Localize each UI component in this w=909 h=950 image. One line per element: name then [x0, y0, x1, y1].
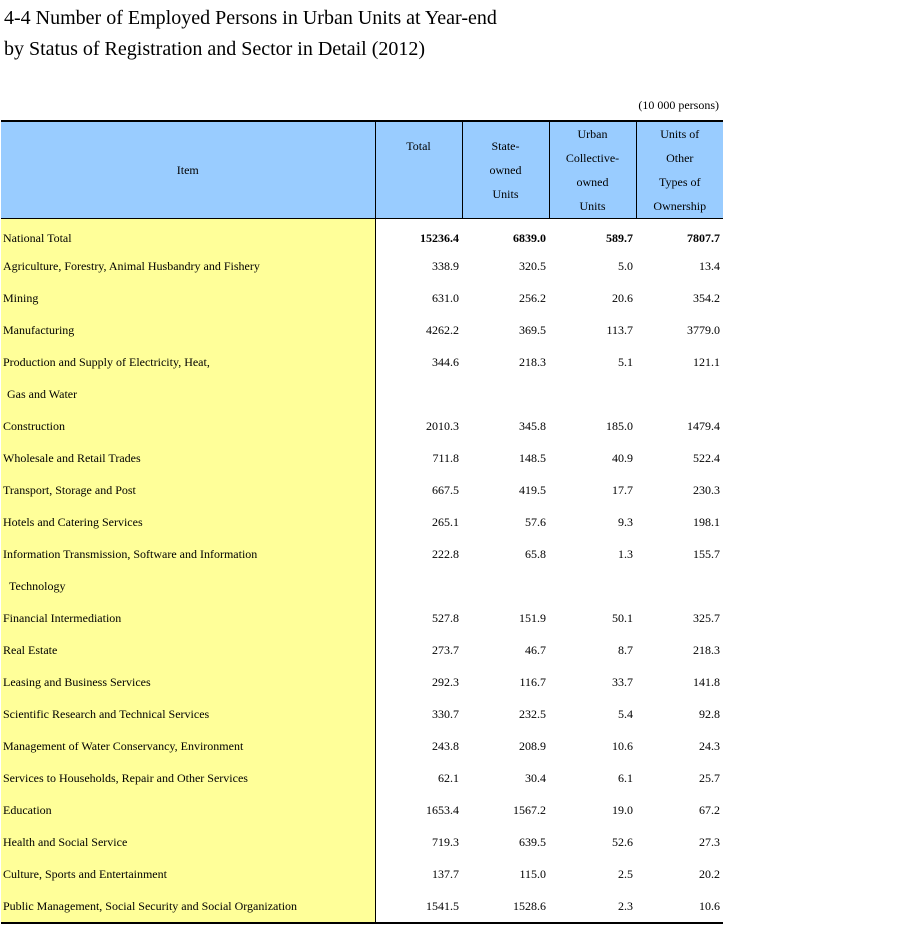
row-item-label: Transport, Storage and Post — [1, 475, 375, 507]
cell-state: 46.7 — [525, 643, 546, 657]
row-item-label: Construction — [1, 411, 375, 443]
table-row — [1, 699, 723, 731]
cell-state: 6839.0 — [513, 231, 546, 246]
row-item-label: Real Estate — [1, 635, 375, 667]
header-state-line: Units — [492, 187, 519, 201]
table-row — [1, 219, 723, 251]
cell-other — [636, 571, 723, 603]
header-other-line: Types of — [659, 175, 701, 189]
row-item-label: Information Transmission, Software and Information — [1, 539, 375, 571]
cell-state — [462, 379, 549, 411]
cell-total: 273.7 — [375, 635, 462, 667]
cell-total: 711.8 — [375, 443, 462, 475]
cell-collective: 8.7 — [618, 643, 633, 657]
cell-collective: 185.0 — [606, 419, 633, 433]
cell-collective: 589.7 — [606, 231, 633, 246]
table-row — [1, 635, 723, 667]
header-total — [375, 121, 462, 219]
cell-collective: 2.5 — [618, 867, 633, 881]
cell-collective: 9.3 — [618, 515, 633, 529]
row-item-label: National Total — [1, 219, 375, 251]
cell-collective — [549, 571, 636, 603]
cell-state: 369.5 — [519, 323, 546, 337]
cell-state: 30.4 — [525, 771, 546, 785]
header-collective-line: Units — [579, 199, 606, 213]
cell-other: 25.7 — [699, 771, 720, 785]
row-item-label: Wholesale and Retail Trades — [1, 443, 375, 475]
cell-other — [636, 379, 723, 411]
cell-total: 527.8 — [375, 603, 462, 635]
cell-collective: 50.1 — [612, 611, 633, 625]
row-item-label: Health and Social Service — [1, 827, 375, 859]
row-item-label: Agriculture, Forestry, Animal Husbandry and Fishery — [1, 251, 375, 283]
header-collective-line: Urban — [577, 127, 608, 141]
cell-other: 121.1 — [693, 355, 720, 369]
row-item-label: Services to Households, Repair and Other Services — [1, 763, 375, 795]
table-row — [1, 475, 723, 507]
cell-total: 1541.5 — [375, 891, 462, 923]
row-item-label: Leasing and Business Services — [1, 667, 375, 699]
table-row — [1, 859, 723, 891]
cell-state: 57.6 — [525, 515, 546, 529]
cell-other: 24.3 — [699, 739, 720, 753]
cell-collective: 113.7 — [606, 323, 633, 337]
table-row — [1, 667, 723, 699]
cell-other: 27.3 — [699, 835, 720, 849]
cell-total: 4262.2 — [375, 315, 462, 347]
row-item-label: Mining — [1, 283, 375, 315]
table-row — [1, 731, 723, 763]
table-row — [1, 283, 723, 315]
cell-other: 92.8 — [699, 707, 720, 721]
cell-state — [462, 571, 549, 603]
cell-collective: 19.0 — [612, 803, 633, 817]
table-row — [1, 411, 723, 443]
table-row — [1, 251, 723, 283]
cell-total: 330.7 — [375, 699, 462, 731]
cell-other: 141.8 — [693, 675, 720, 689]
row-item-label: Hotels and Catering Services — [1, 507, 375, 539]
header-collective-line: owned — [576, 175, 609, 189]
cell-total: 243.8 — [375, 731, 462, 763]
table-row — [1, 315, 723, 347]
employment-table — [1, 120, 723, 924]
cell-total: 719.3 — [375, 827, 462, 859]
row-item-label: Manufacturing — [1, 315, 375, 347]
cell-state: 148.5 — [519, 451, 546, 465]
cell-collective: 1.3 — [618, 547, 633, 561]
cell-state: 115.0 — [519, 867, 546, 881]
cell-total: 292.3 — [375, 667, 462, 699]
cell-collective: 33.7 — [612, 675, 633, 689]
cell-other: 20.2 — [699, 867, 720, 881]
cell-collective: 5.4 — [618, 707, 633, 721]
row-item-label: Culture, Sports and Entertainment — [1, 859, 375, 891]
row-item-label: Technology — [1, 571, 375, 603]
cell-collective: 20.6 — [612, 291, 633, 305]
cell-state: 1567.2 — [513, 803, 546, 817]
cell-total: 265.1 — [375, 507, 462, 539]
cell-total: 222.8 — [375, 539, 462, 571]
cell-total: 1653.4 — [375, 795, 462, 827]
cell-state: 65.8 — [525, 547, 546, 561]
table-title-line-2: by Status of Registration and Sector in Detail (2012) — [4, 38, 426, 60]
cell-other: 198.1 — [693, 515, 720, 529]
row-item-label: Scientific Research and Technical Services — [1, 699, 375, 731]
cell-state: 419.5 — [519, 483, 546, 497]
row-item-label: Public Management, Social Security and Social Organization — [1, 891, 375, 923]
header-state-owned — [462, 121, 549, 219]
row-item-label: Production and Supply of Electricity, Heat, — [1, 347, 375, 379]
cell-collective: 5.1 — [618, 355, 633, 369]
table-row — [1, 571, 723, 603]
cell-collective: 10.6 — [612, 739, 633, 753]
cell-total: 62.1 — [375, 763, 462, 795]
cell-state: 320.5 — [519, 259, 546, 273]
table-row — [1, 795, 723, 827]
cell-total: 631.0 — [375, 283, 462, 315]
cell-collective — [549, 379, 636, 411]
cell-state: 639.5 — [519, 835, 546, 849]
cell-total — [375, 571, 462, 603]
row-item-label: Education — [1, 795, 375, 827]
cell-state: 151.9 — [519, 611, 546, 625]
table-row — [1, 443, 723, 475]
row-item-label: Financial Intermediation — [1, 603, 375, 635]
table-header — [1, 121, 723, 219]
header-other-line: Other — [666, 151, 694, 165]
table-title-line-1: 4-4 Number of Employed Persons in Urban Units at Year-end — [4, 7, 497, 29]
cell-other: 325.7 — [693, 611, 720, 625]
header-other-line: Ownership — [653, 199, 707, 213]
table-row — [1, 507, 723, 539]
cell-state: 232.5 — [519, 707, 546, 721]
cell-other: 10.6 — [636, 891, 723, 923]
cell-total — [375, 379, 462, 411]
cell-total: 15236.4 — [375, 219, 462, 251]
header-other-line: Units of — [660, 127, 700, 141]
table-row — [1, 891, 723, 923]
header-state-line: owned — [489, 163, 522, 177]
cell-other: 7807.7 — [687, 231, 720, 246]
table-row — [1, 763, 723, 795]
table-row — [1, 539, 723, 571]
header-item: Item — [1, 121, 375, 219]
row-item-label: Gas and Water — [1, 379, 375, 411]
header-urban-collective — [549, 121, 636, 219]
cell-collective: 17.7 — [612, 483, 633, 497]
header-other-ownership — [636, 121, 723, 219]
cell-state: 218.3 — [519, 355, 546, 369]
cell-state: 345.8 — [519, 419, 546, 433]
cell-other: 3779.0 — [687, 323, 720, 337]
cell-other: 155.7 — [693, 547, 720, 561]
cell-state: 208.9 — [519, 739, 546, 753]
table-row — [1, 347, 723, 379]
cell-collective: 5.0 — [618, 259, 633, 273]
cell-collective: 2.3 — [549, 891, 636, 923]
row-item-label: Management of Water Conservancy, Environment — [1, 731, 375, 763]
cell-other: 230.3 — [693, 483, 720, 497]
cell-other: 522.4 — [693, 451, 720, 465]
cell-collective: 52.6 — [612, 835, 633, 849]
cell-total: 2010.3 — [375, 411, 462, 443]
table-row — [1, 603, 723, 635]
cell-other: 1479.4 — [687, 419, 720, 433]
table-row — [1, 379, 723, 411]
cell-state: 1528.6 — [462, 891, 549, 923]
table-row — [1, 827, 723, 859]
cell-other: 354.2 — [693, 291, 720, 305]
header-state-line: State- — [491, 139, 520, 153]
header-total-label: Total — [406, 139, 431, 153]
cell-other: 67.2 — [699, 803, 720, 817]
header-collective-line: Collective- — [565, 151, 620, 165]
cell-state: 116.7 — [519, 675, 546, 689]
cell-collective: 40.9 — [612, 451, 633, 465]
cell-other: 218.3 — [693, 643, 720, 657]
cell-total: 344.6 — [375, 347, 462, 379]
cell-total: 338.9 — [375, 251, 462, 283]
cell-state: 256.2 — [519, 291, 546, 305]
cell-collective: 6.1 — [618, 771, 633, 785]
cell-total: 667.5 — [375, 475, 462, 507]
cell-other: 13.4 — [699, 259, 720, 273]
unit-note: (10 000 persons) — [638, 98, 719, 112]
cell-total: 137.7 — [375, 859, 462, 891]
table-body — [1, 219, 723, 923]
